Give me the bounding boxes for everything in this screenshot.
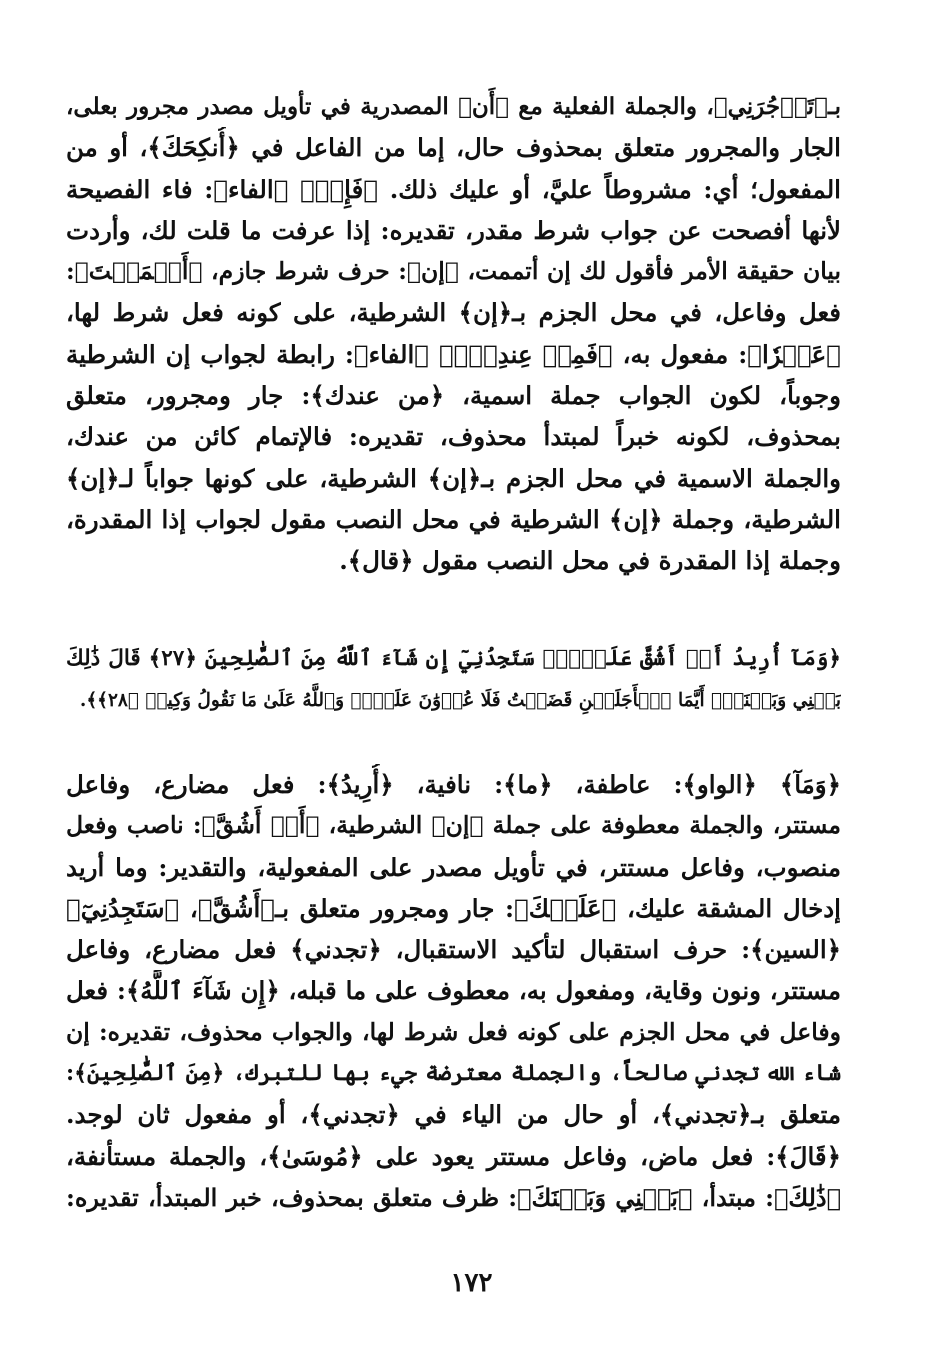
text-line: المفعول؛ أي: مشروطاً عليَّ، أو عليك ذلك. ﴿فَإِنۡ﴾ ﴿الفاء﴾: فاء الفصيحة [66, 174, 841, 204]
text-line: وجوباً، لكون الجواب جملة اسمية، ﴿من عندك﴾: جار ومجرور، متعلق [66, 381, 841, 411]
text-line: شاء الله تجدني صالحاً، والجملة معترضة جيء بها للتبرك، ﴿مِنَ ٱلصَّٰلِحِينَ﴾: [66, 1060, 841, 1087]
text-line: ﴿السين﴾: حرف استقبال لتأكيد الاستقبال، ﴿تجدني﴾ فعل مضارع، وفاعل [66, 935, 841, 965]
text-line: فعل وفاعل، في محل الجزم بـ﴿إن﴾ الشرطية، على كونه فعل شرط لها، [66, 298, 841, 328]
text-line: ﴿وَمَآ﴾ ﴿الواو﴾: عاطفة، ﴿ما﴾: نافية، ﴿أُرِيدُ﴾: فعل مضارع، وفاعل [66, 770, 841, 799]
text-line: وفاعل في محل الجزم على كونه فعل شرط لها، والجواب محذوف، تقديره: إن [66, 1017, 841, 1046]
text-line: وجملة إذا المقدرة في محل النصب مقول ﴿قال﴾. [339, 546, 841, 576]
text-line: الجار والمجرور متعلق بمحذوف حال، إما من الفاعل في ﴿أُنكِحَكَ﴾، أو من [66, 133, 841, 163]
quran-verse [66, 638, 841, 722]
text-line: والجملة الاسمية في محل الجزم بـ﴿إن﴾ الشرطية، على كونها جواباً لـ﴿إن﴾ [66, 463, 841, 493]
text-line: بمحذوف، لكونه خبراً لمبتدأ محذوف، تقديره: فالإتمام كائن من عندك، [66, 422, 841, 452]
text-line: بيان حقيقة الأمر فأقول لك إن أتممت، ﴿إن﴾: حرف شرط جازم، ﴿أَتۡمَمۡتَ﴾: [66, 257, 841, 286]
page-number: ١٧٢ [450, 1268, 493, 1298]
verse-line: بَيۡنِي وَبَيۡنَكَۖ أَيَّمَا ٱلۡأَجَلَيۡنِ قَضَيۡتُ فَلَا عُدۡوَٰنَ عَلَيَّۖ وَٱللَّهُ عَلَىٰ مَا نَقُولُ وَكِيلٞ ﴿٢٨﴾﴾. [79, 690, 841, 711]
text-line: منصوب، وفاعل مستتر، في تأويل مصدر على المفعولية، والتقدير: وما أريد [66, 852, 841, 882]
text-line: مستتر، ونون وقاية، ومفعول به، معطوف على ما قبله، ﴿إِن شَآءَ ٱللَّهُ﴾: فعل [66, 976, 841, 1006]
text-line: ﴿عَشۡرٗا﴾: مفعول به، ﴿فَمِنۡ عِندِكَۖ﴾ ﴿الفاء﴾: رابطة لجواب إن الشرطية [66, 339, 841, 369]
text-line: لأنها أفصحت عن جواب شرط مقدر، تقديره: إذا عرفت ما قلت لك، وأردت [66, 215, 841, 245]
text-line: ﴿ذَٰلِكَ﴾: مبتدأ، ﴿بَيۡنِي وَبَيۡنَكَ﴾: ظرف متعلق بمحذوف، خبر المبتدأ، تقديره: [66, 1182, 841, 1212]
verse-line: ﴿وَمَآ أُرِيدُ أَنۡ أَشُقَّ عَلَيۡكَۚ سَتَجِدُنِيٓ إِن شَآءَ ٱللَّهُ مِنَ ٱلصَّٰلِحِينَ ﴿٢٧﴾ قَالَ ذَٰلِكَ [66, 646, 841, 671]
commentary-paragraph-bottom [66, 764, 841, 1218]
commentary-paragraph-top [66, 86, 841, 582]
text-line: ﴿قَالَ﴾: فعل ماض، وفاعل مستتر يعود على ﴿مُوسَىٰ﴾، والجملة مستأنفة، [66, 1141, 841, 1171]
text-line: مستتر، والجملة معطوفة على جملة ﴿إن﴾ الشرطية، ﴿أَنۡ أَشُقَّ﴾: ناصب وفعل [66, 811, 841, 840]
text-line: بـ﴿تَأۡجُرَنِي﴾، والجملة الفعلية مع ﴿أَن﴾ المصدرية في تأويل مصدر مجرور بعلى، [66, 93, 841, 120]
text-line: الشرطية، وجملة ﴿إن﴾ الشرطية في محل النصب مقول لجواب إذا المقدرة، [66, 504, 841, 534]
text-line: إدخال المشقة عليك، ﴿عَلَيۡكَ﴾: جار ومجرور متعلق بـ﴿أَشُقَّ﴾، ﴿سَتَجِدُنِيٓ﴾ [66, 893, 841, 923]
text-line: متعلق بـ﴿تجدني﴾، أو حال من الياء في ﴿تجدني﴾، أو مفعول ثان لوجد. [66, 1100, 841, 1130]
